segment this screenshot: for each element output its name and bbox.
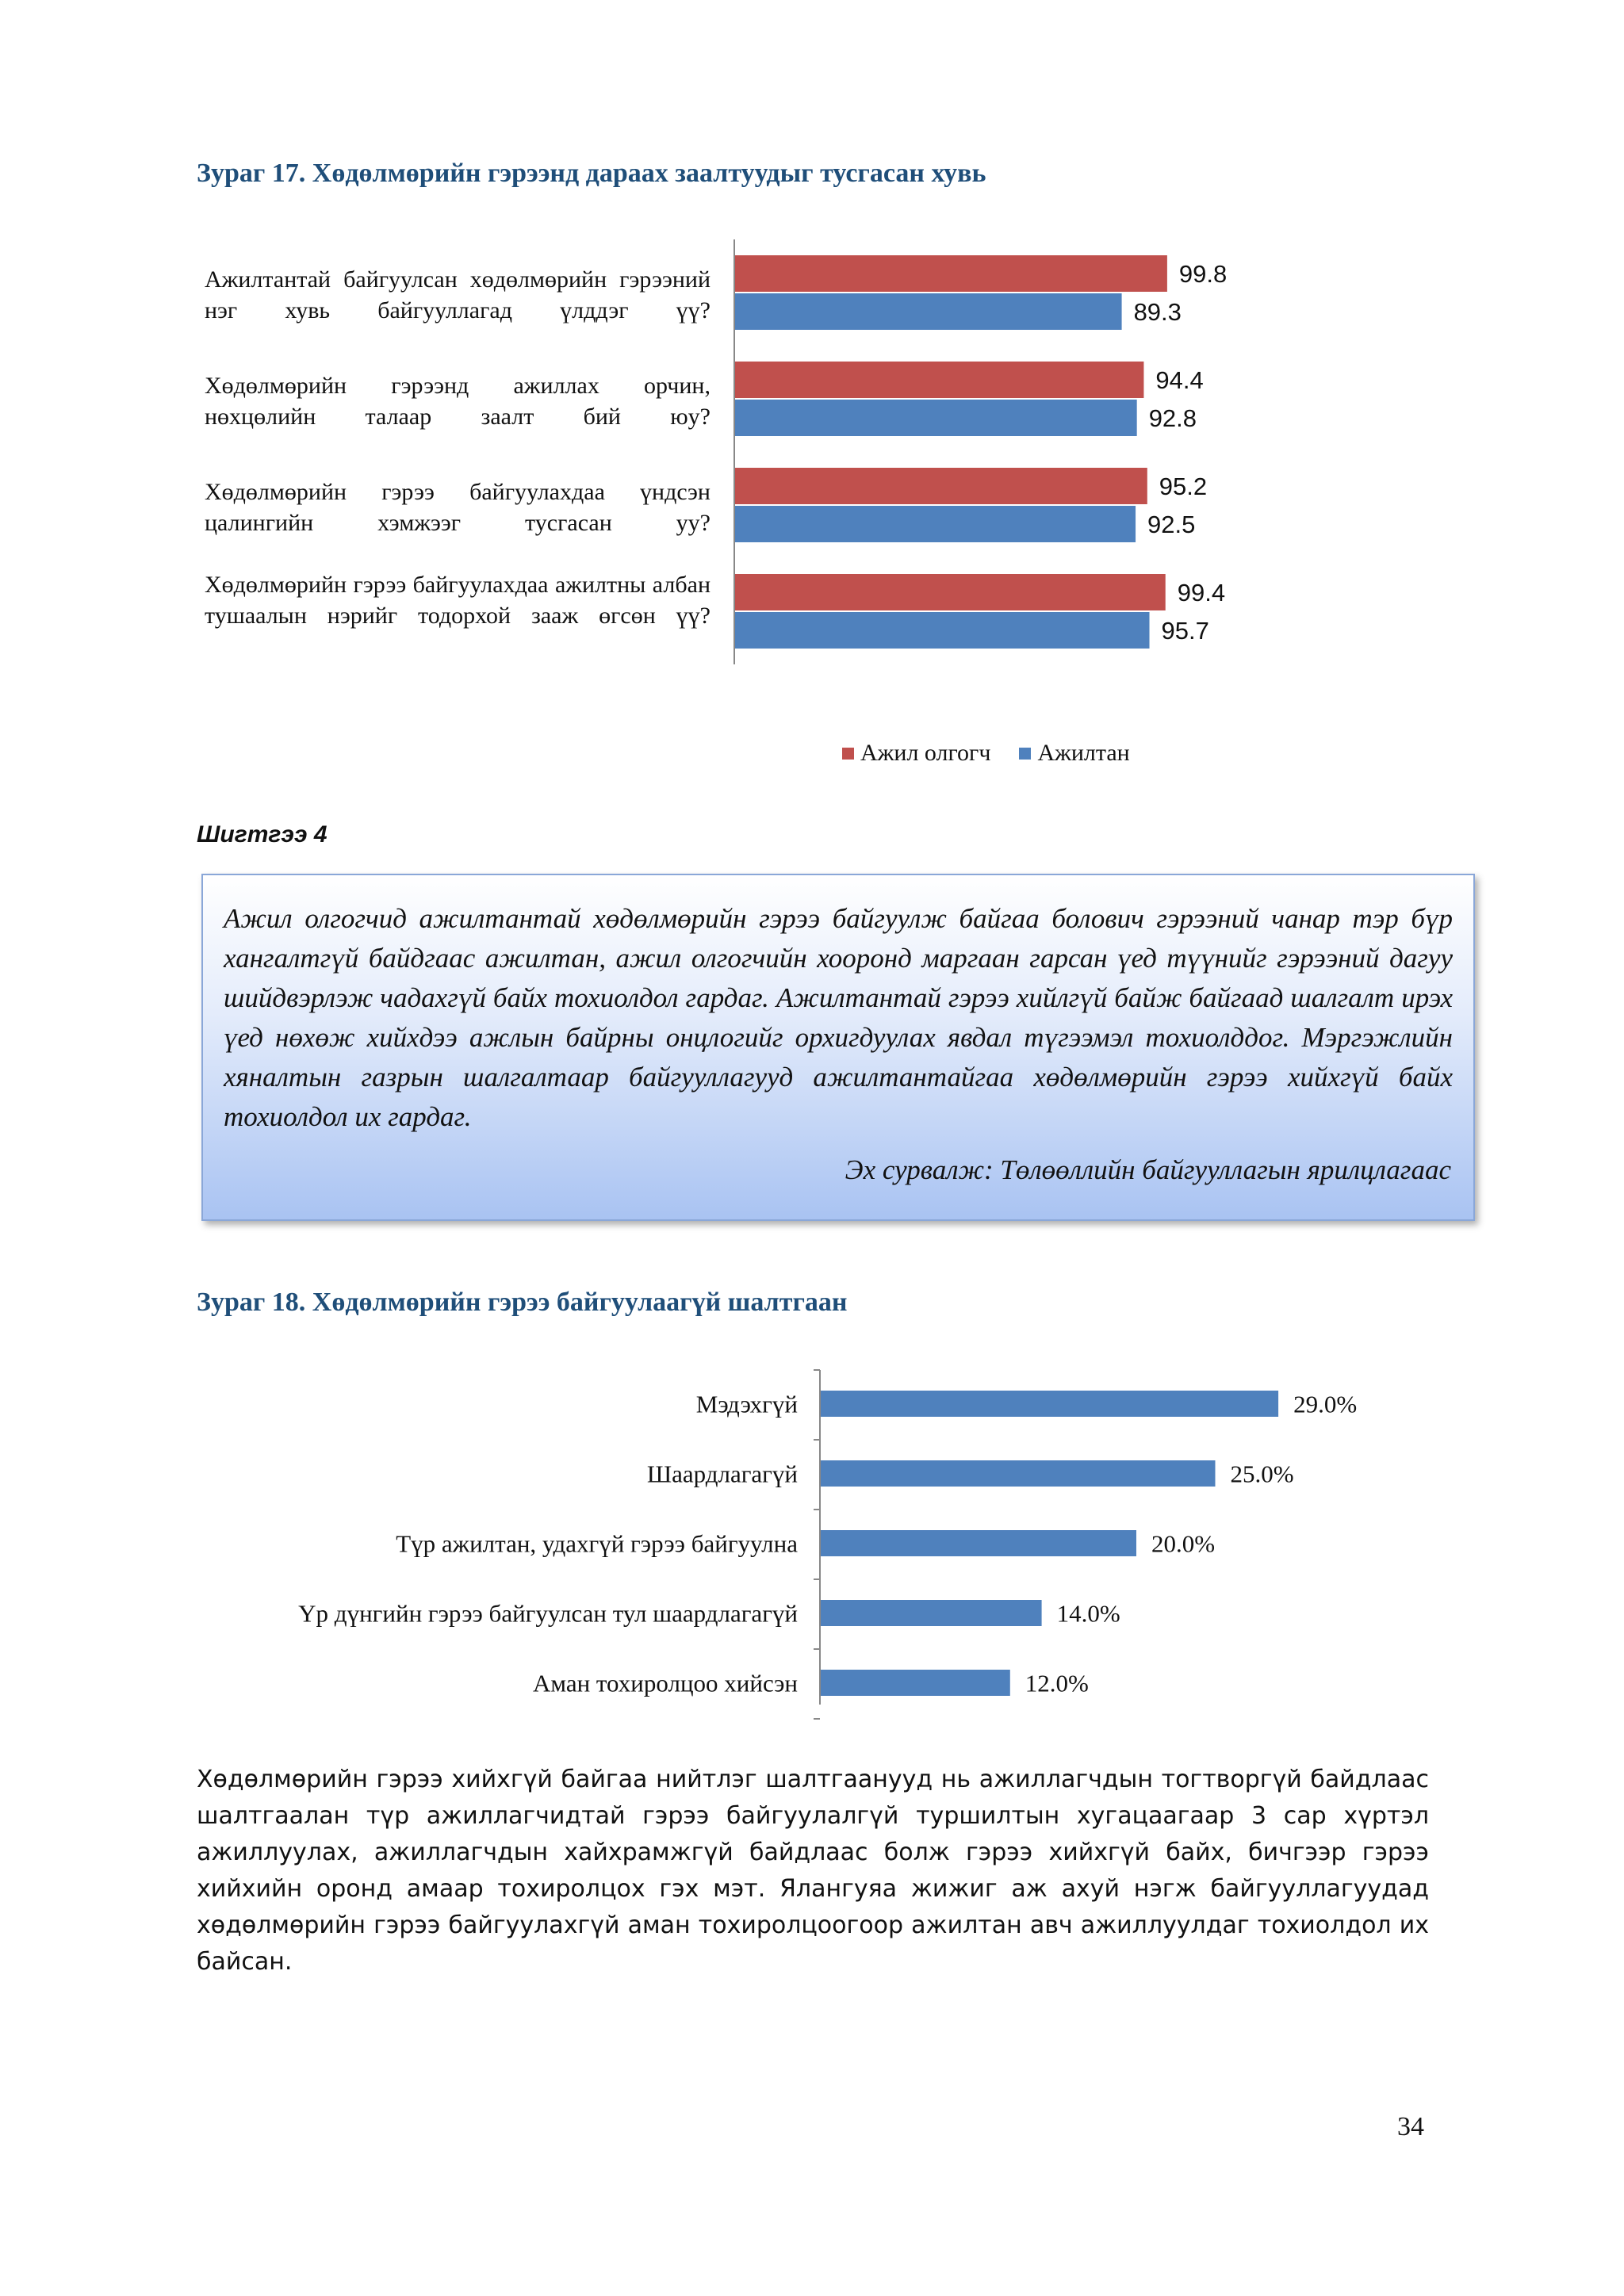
- chart18-category-label: Мэдэхгүй: [695, 1390, 798, 1418]
- chart18-category-label: Аман тохиролцоо хийсэн: [533, 1669, 798, 1697]
- chart17-category-label: Хөдөлмөрийн гэрээ байгуулахдаа ажилтны албан тушаалын нэрийг тодорхой зааж өгсөн үү?: [205, 572, 710, 629]
- chart18-bar: [821, 1670, 1010, 1696]
- chart17-category-label: Хөдөлмөрийн гэрээнд ажиллах орчин, нөхцөлийн талаар заалт бий юу?: [205, 373, 710, 430]
- figure-17-title: Зураг 17. Хөдөлмөрийн гэрээнд дараах заалтуудыг тусгасан хувь: [197, 159, 986, 188]
- chart17-value-label: 92.5: [1147, 511, 1196, 538]
- figure-18-title: Зураг 18. Хөдөлмөрийн гэрээ байгуулаагүй шалтгаан: [197, 1288, 848, 1317]
- body-paragraph: Хөдөлмөрийн гэрээ хийхгүй байгаа нийтлэг шалтгаанууд нь ажиллагчдын тогтворгүй байдлаас шалтгаалан түр ажиллагчидтай гэрээ байгуулалгүй туршилтын хугацаагаар 3 сар хүртэл ажиллуулах, ажиллагчдын хайхрамжгүй байдлаас болж гэрээ хийхгүй байх, бичгээр гэрээ хийхийн оронд амаар тохиролцох гэх мэт. Ялангуяа жижиг аж ахуй нэгж байгууллагуудад хөдөлмөрийн гэрээ байгуулахгүй аман тохиролцоогоор ажилтан авч ажиллуулдаг тохиолдол их байсан.: [197, 1766, 1429, 1976]
- inset-box-text: Ажил олгогчид ажилтантай хөдөлмөрийн гэрээ байгуулж байгаа болович гэрээний чанар тэр бүр хангалтгүй байдгаас ажилтан, ажил олгогчийн хооронд маргаан гарсан үед түүнийг гэрээний дагуу шийдвэрлэж чадахгүй байх тохиолдол гардаг. Ажилтантай гэрээ хийлгүй байж байгаад шалгалт ирэх үед нөхөж хийхдээ ажлын байрны онцлогийг орхигдуулах явдал түгээмэл тохиолддог. Мэргэжлийн хяналтын газрын шалгалтаар байгууллагууд ажилтантайгаа хөдөлмөрийн гэрээ хийхгүй байх тохиолдол их гардаг.: [224, 903, 1453, 1132]
- chart18-value-label: 29.0%: [1293, 1390, 1358, 1418]
- chart18-value-label: 12.0%: [1025, 1669, 1089, 1697]
- chart17-value-label: 95.7: [1161, 617, 1209, 645]
- chart17-value-label: 99.8: [1178, 260, 1228, 288]
- chart17-value-label: 89.3: [1133, 298, 1182, 326]
- chart17-value-label: 94.4: [1155, 366, 1204, 394]
- chart18-bar: [821, 1391, 1278, 1417]
- legend-label-employer: Ажил олгогч: [860, 740, 991, 766]
- chart18-value-label: 14.0%: [1056, 1599, 1120, 1628]
- chart18-bar: [821, 1600, 1042, 1626]
- chart18-bar: [821, 1460, 1216, 1487]
- chart18-category-label: Шаардлагагүй: [646, 1460, 798, 1488]
- chart18-value-label: 20.0%: [1151, 1529, 1216, 1558]
- chart17-category-label: Хөдөлмөрийн гэрээ байгуулахдаа үндсэн цалингийн хэмжээг тусгасан уу?: [205, 479, 710, 536]
- chart18-value-label: 25.0%: [1230, 1460, 1294, 1488]
- box-heading: Шигтгээ 4: [197, 821, 327, 848]
- chart17-value-label: 99.4: [1177, 579, 1226, 607]
- chart18-category-label: Үр дүнгийн гэрээ байгуулсан тул шаардлагагүй: [298, 1599, 798, 1628]
- chart18-category-label: Түр ажилтан, удахгүй гэрээ байгуулна: [396, 1529, 798, 1558]
- chart17-value-label: 92.8: [1148, 404, 1197, 432]
- page-number: 34: [1397, 2112, 1424, 2141]
- chart18-bar: [821, 1530, 1136, 1556]
- chart17-category-label: Ажилтантай байгуулсан хөдөлмөрийн гэрээний нэг хувь байгууллагад үлддэг үү?: [205, 266, 710, 323]
- inset-box-source: Эх сурвалж: Төлөөллийн байгууллагын ярилцлагаас: [845, 1154, 1451, 1185]
- chart17-value-label: 95.2: [1159, 473, 1208, 500]
- legend-label-employee: Ажилтан: [1037, 740, 1130, 766]
